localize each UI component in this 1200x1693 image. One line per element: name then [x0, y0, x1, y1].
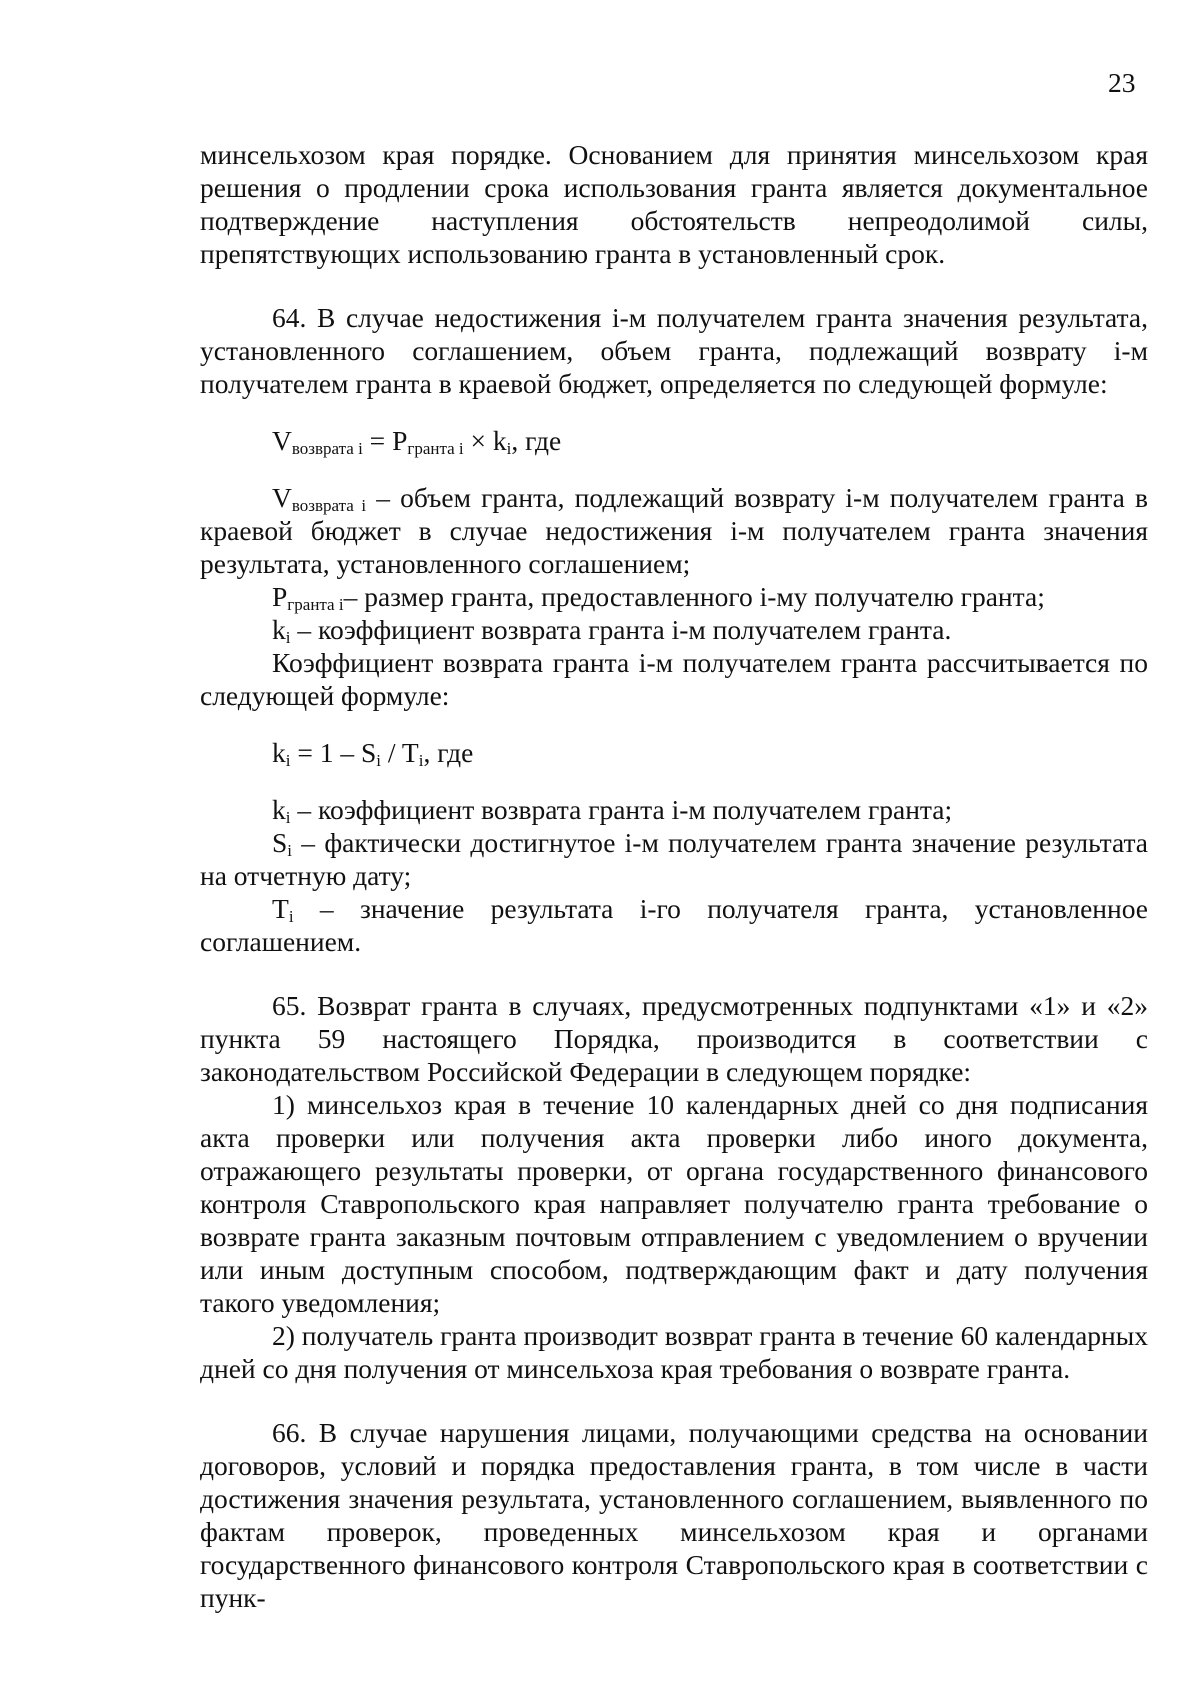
formula-p-subscript: гранта i	[407, 439, 464, 458]
formula2-tail: , где	[423, 737, 474, 768]
paragraph-64: 64. В случае недостижения i-м получателем гранта значения результата, установленного соглашением, объем гранта, подлежащий возврату i-м получателем гранта в краевой бюджет, определяется по следующей формуле:	[200, 302, 1148, 399]
definition-p	[200, 580, 1148, 613]
definition2-t-subscript: i	[288, 907, 294, 926]
definition2-s-subscript: i	[287, 841, 293, 860]
formula2-divide-t: / T	[381, 737, 419, 768]
formula-return-volume	[200, 424, 1148, 457]
definition-k-subscript: i	[285, 628, 291, 647]
definition-v-symbol: V	[272, 482, 292, 513]
formula2-s-subscript: i	[376, 751, 382, 770]
definition-p-text: – размер гранта, предоставленного i-му получателю гранта;	[343, 581, 1045, 612]
definition-v-text: – объем гранта, подлежащий возврату i-м получателем гранта в краевой бюджет в случае недостижения i-м получателем гранта значения результата, установленного соглашением;	[200, 482, 1148, 579]
definition2-k-subscript: i	[285, 808, 291, 827]
definition2-k	[200, 793, 1148, 826]
paragraph-65-item-2: 2) получатель гранта производит возврат гранта в течение 60 календарных дней со дня получения от минсельхоза края требования о возврате гранта.	[200, 1320, 1148, 1384]
formula-equals: =	[362, 425, 393, 456]
formula-coefficient	[200, 736, 1148, 769]
definition-v	[200, 481, 1148, 580]
definition2-t-symbol: T	[272, 893, 289, 924]
paragraph-intro: минсельхозом края порядке. Основанием для принятия минсельхозом края решения о продлении срока использования гранта является документальное подтверждение наступления обстоятельств непреодолимой силы, препятствующих использованию гранта в установленный срок.	[200, 139, 1148, 269]
formula2-minus-s: = 1 – S	[290, 737, 377, 768]
definition-k	[200, 613, 1148, 646]
definition2-k-text: – коэффициент возврата гранта i-м получателем гранта;	[290, 794, 953, 825]
paragraph-65: 65. Возврат гранта в случаях, предусмотренных подпунктами «1» и «2» пункта 59 настоящего Порядка, производится в соответствии с законодательством Российской Федерации в следующем порядке:	[200, 990, 1148, 1087]
document-body	[200, 138, 1148, 1614]
formula-v-subscript: возврата i	[291, 439, 363, 458]
formula2-k-subscript: i	[285, 751, 291, 770]
definition2-s-symbol: S	[272, 827, 288, 858]
formula-times-k: × k	[463, 425, 507, 456]
paragraph-66: 66. В случае нарушения лицами, получающими средства на основании договоров, условий и порядка предоставления гранта, в том числе в части достижения значения результата, установленного соглашением, выявленного по фактам проверок, проведенных минсельхозом края и органами государственного финансового контроля Ставропольского края в соответствии с пунк-	[200, 1417, 1148, 1613]
definition-k-symbol: k	[272, 614, 286, 645]
definition-p-subscript: гранта i	[287, 595, 344, 614]
formula-tail: , где	[511, 425, 562, 456]
formula-v-symbol: V	[272, 425, 292, 456]
paragraph-65-item-1: 1) минсельхоз края в течение 10 календарных дней со дня подписания акта проверки или получения акта проверки либо иного документа, отражающего результаты проверки, от органа государственного финансового контроля Ставропольского края направляет получателю гранта требование о возврате гранта заказным почтовым отправлением с уведомлением о вручении или иным доступным способом, подтверждающим факт и дату получения такого уведомления;	[200, 1089, 1148, 1318]
formula2-t-subscript: i	[418, 751, 424, 770]
formula-p-symbol: P	[392, 425, 408, 456]
definition2-s-text: – фактически достигнутое i-м получателем гранта значение результата на отчетную дату;	[200, 827, 1148, 891]
page-number: 23	[1108, 67, 1136, 98]
definition-p-symbol: P	[272, 581, 288, 612]
definition-k-text: – коэффициент возврата гранта i-м получателем гранта.	[290, 614, 952, 645]
definition2-t-text: – значение результата i-го получателя гранта, установленное соглашением.	[200, 893, 1148, 957]
formula-k-subscript: i	[506, 439, 512, 458]
definition2-k-symbol: k	[272, 794, 286, 825]
paragraph-coefficient: Коэффициент возврата гранта i-м получателем гранта рассчитывается по следующей формуле:	[200, 647, 1148, 711]
definition2-t	[200, 892, 1148, 958]
formula2-k-symbol: k	[272, 737, 286, 768]
definition2-s	[200, 826, 1148, 892]
definition-v-subscript: возврата i	[291, 496, 367, 515]
